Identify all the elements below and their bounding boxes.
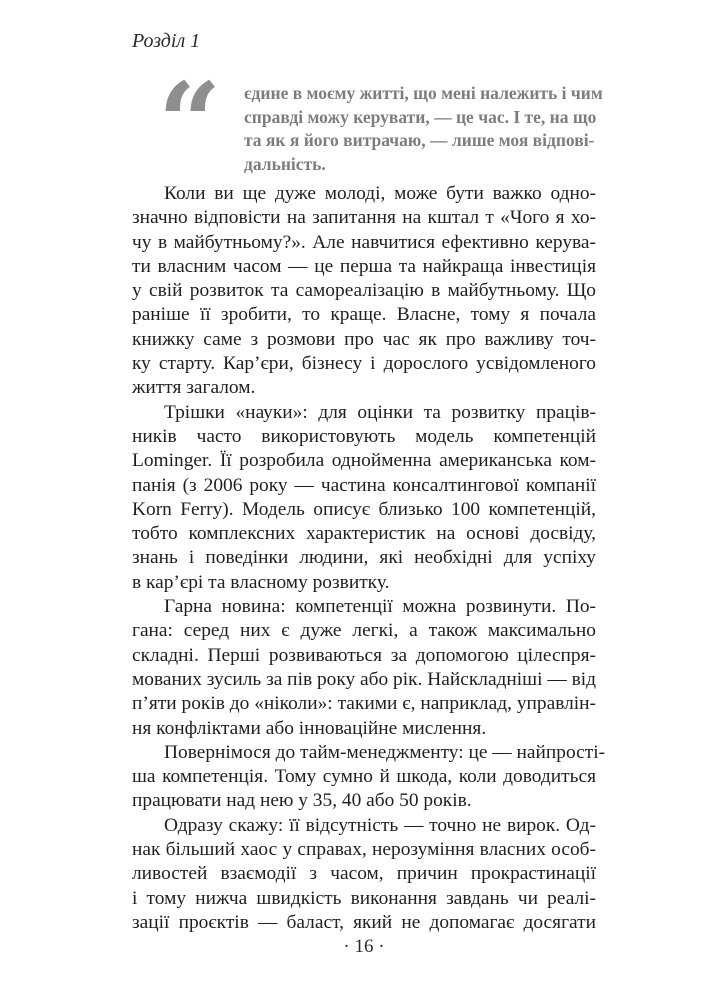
paragraph (132, 595, 596, 741)
paragraph (132, 814, 596, 935)
text-line: раніше її зробити, то краще. Власне, тому я почала (132, 304, 596, 326)
text-line: п’яти років до «ніколи»: такими є, наприклад, управлін- (132, 693, 596, 715)
text-line: Коли ви ще дуже молоді, може бути важко одно- (164, 183, 596, 204)
page-number: · 16 · (343, 936, 385, 957)
epigraph-line: дальність. (244, 153, 326, 174)
text-line: Повернімося до тайм-менеджменту: це — найпрості- (164, 741, 606, 763)
text-line: зації проєктів — баласт, який не допомагає досягати (132, 911, 596, 933)
epigraph-line: та як я його витрачаю, — лише моя відпові- (244, 130, 595, 150)
text-line: ти власним часом — це перша та найкраща інвестиція (132, 255, 596, 277)
text-line: Гарна новина: компетенції можна розвинути. По- (164, 596, 596, 618)
quote-mark-icon: “ (158, 58, 222, 187)
text-line: ку старту. Кар’єри, бізнесу і дорослого усвідомленого (132, 353, 596, 375)
text-line: життя загалом. (132, 377, 256, 399)
text-line: знань і поведінки людини, які необхідні для успіху (132, 547, 596, 569)
text-line: ша компетенція. Тому сумно й шкода, коли доводиться (132, 766, 596, 788)
text-line: гана: серед них є дуже легкі, а також максимально (132, 620, 596, 642)
epigraph-line: справді можу керувати, — це час. І те, на що (244, 106, 597, 127)
text-line: ників часто використовують модель компетенцій (132, 425, 596, 447)
text-line: у свій розвиток та самореалізацію в майбутньому. Що (132, 280, 596, 302)
text-line: ливостей взаємодії з часом, причин прокрастинації (132, 863, 596, 885)
text-line: Lominger. Її розробила однойменна американська ком- (132, 450, 596, 472)
text-line: ня конфліктами або інноваційне мислення. (132, 717, 487, 739)
running-head: Розділ 1 (132, 30, 201, 52)
paragraph (132, 741, 606, 814)
text-line: складні. Перші розвиваються за допомогою цілеспря- (132, 644, 596, 666)
epigraph-line: єдине в моєму житті, що мені належить і чим (244, 83, 603, 103)
text-line: панія (з 2006 року — частина консалтингової компанії (132, 474, 596, 496)
paragraph (132, 401, 596, 595)
text-line: чу в майбутньому?». Але навчитися ефективно керува- (132, 231, 596, 253)
text-line: і тому нижча швидкість виконання завдань чи реалі- (132, 887, 596, 909)
text-line: працювати над нею у 35, 40 або 50 років. (132, 790, 472, 812)
text-line: книжку саме з розмови про час як про важливу точ- (132, 328, 596, 350)
epigraph (244, 82, 603, 176)
body-text (132, 182, 606, 935)
text-line: Трішки «науки»: для оцінки та розвитку праців- (164, 401, 596, 423)
paragraph (132, 182, 596, 401)
text-line: мованих зусиль за пів року або рік. Найскладніші — від (132, 668, 596, 690)
text-line: тобто комплексних характеристик на основі досвіду, (132, 523, 596, 545)
text-line: нак більший хаос у справах, нерозуміння власних особ- (132, 839, 596, 861)
text-line: в кар’єрі та власному розвитку. (132, 571, 390, 593)
text-line: Korn Ferry). Модель описує близько 100 компетенцій, (132, 498, 596, 520)
text-line: Одразу скажу: її відсутність — точно не вирок. Од- (164, 814, 596, 836)
text-line: значно відповісти на запитання на кштал т «Чого я хо- (132, 207, 596, 229)
